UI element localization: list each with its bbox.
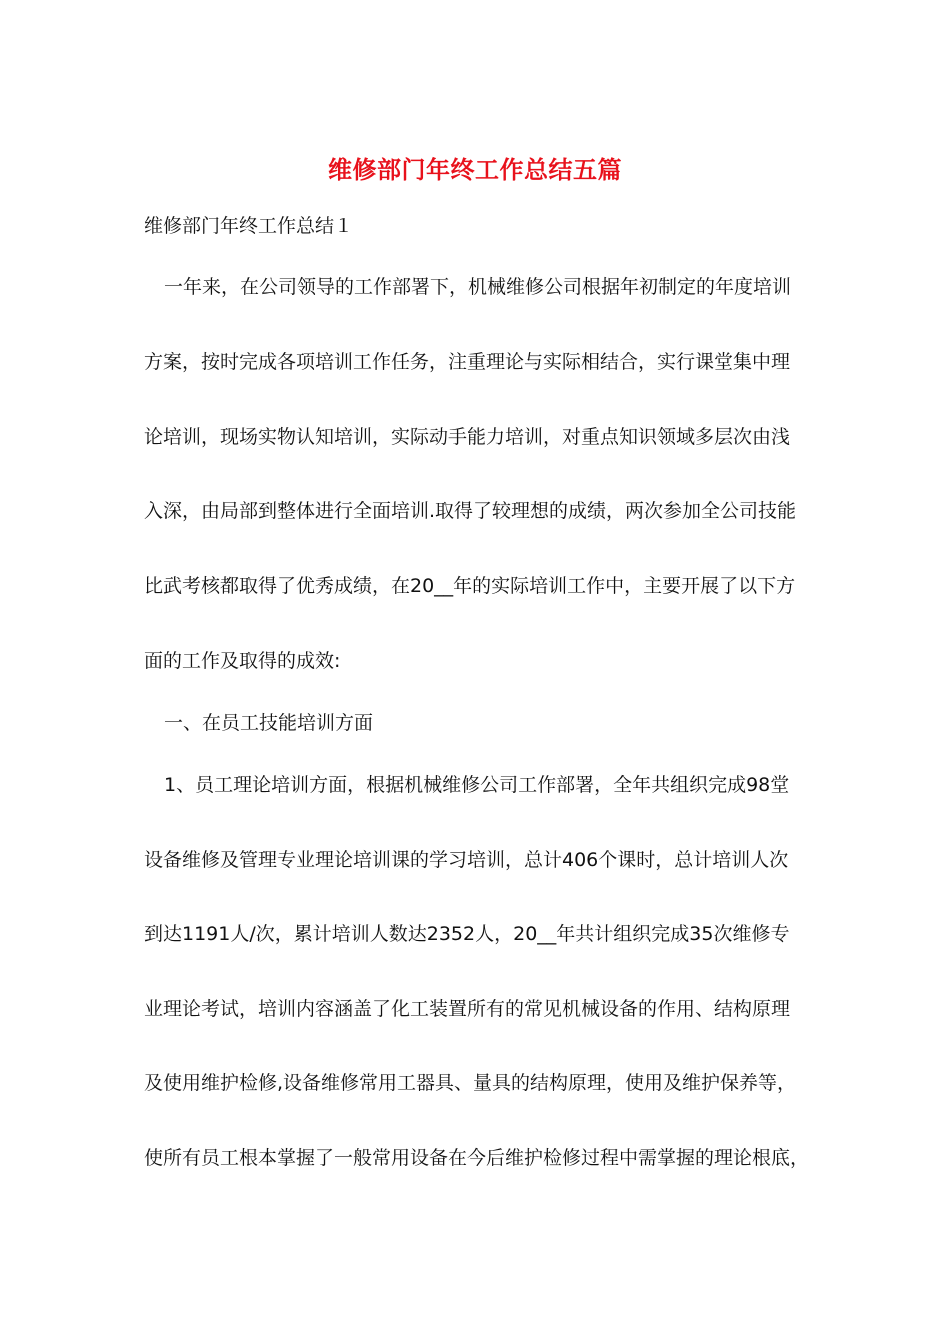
paragraph-line: 业理论考试，培训内容涵盖了化工装置所有的常见机械设备的作用、结构原理 — [144, 998, 791, 1020]
paragraph-line: 论培训，现场实物认知培训，实际动手能力培训，对重点知识领域多层次由浅 — [144, 426, 791, 448]
paragraph-line: 使所有员工根本掌握了一般常用设备在今后维护检修过程中需掌握的理论根底， — [144, 1147, 810, 1169]
paragraph-line: 比武考核都取得了优秀成绩，在20__年的实际培训工作中，主要开展了以下方 — [144, 575, 796, 597]
paragraph-line: 1、员工理论培训方面，根据机械维修公司工作部署，全年共组织完成98堂 — [164, 774, 790, 796]
document-title: 维修部门年终工作总结五篇 — [328, 156, 622, 184]
paragraph-line: 入深，由局部到整体进行全面培训.取得了较理想的成绩，两次参加全公司技能 — [144, 500, 797, 522]
paragraph-line: 设备维修及管理专业理论培训课的学习培训，总计406个课时，总计培训人次 — [144, 849, 789, 871]
paragraph-line: 及使用维护检修,设备维修常用工器具、量具的结构原理，使用及维护保养等， — [144, 1072, 797, 1094]
section-heading: 维修部门年终工作总结１ — [144, 215, 354, 237]
paragraph-line: 到达1191人/次，累计培训人数达2352人，20__年共计组织完成35次维修专 — [144, 923, 790, 945]
paragraph-line: 方案，按时完成各项培训工作任务，注重理论与实际相结合，实行课堂集中理 — [144, 351, 791, 373]
paragraph-line: 一年来，在公司领导的工作部署下，机械维修公司根据年初制定的年度培训 — [164, 276, 792, 298]
paragraph-line: 面的工作及取得的成效: — [144, 650, 341, 672]
subsection-heading: 一、在员工技能培训方面 — [164, 712, 374, 734]
